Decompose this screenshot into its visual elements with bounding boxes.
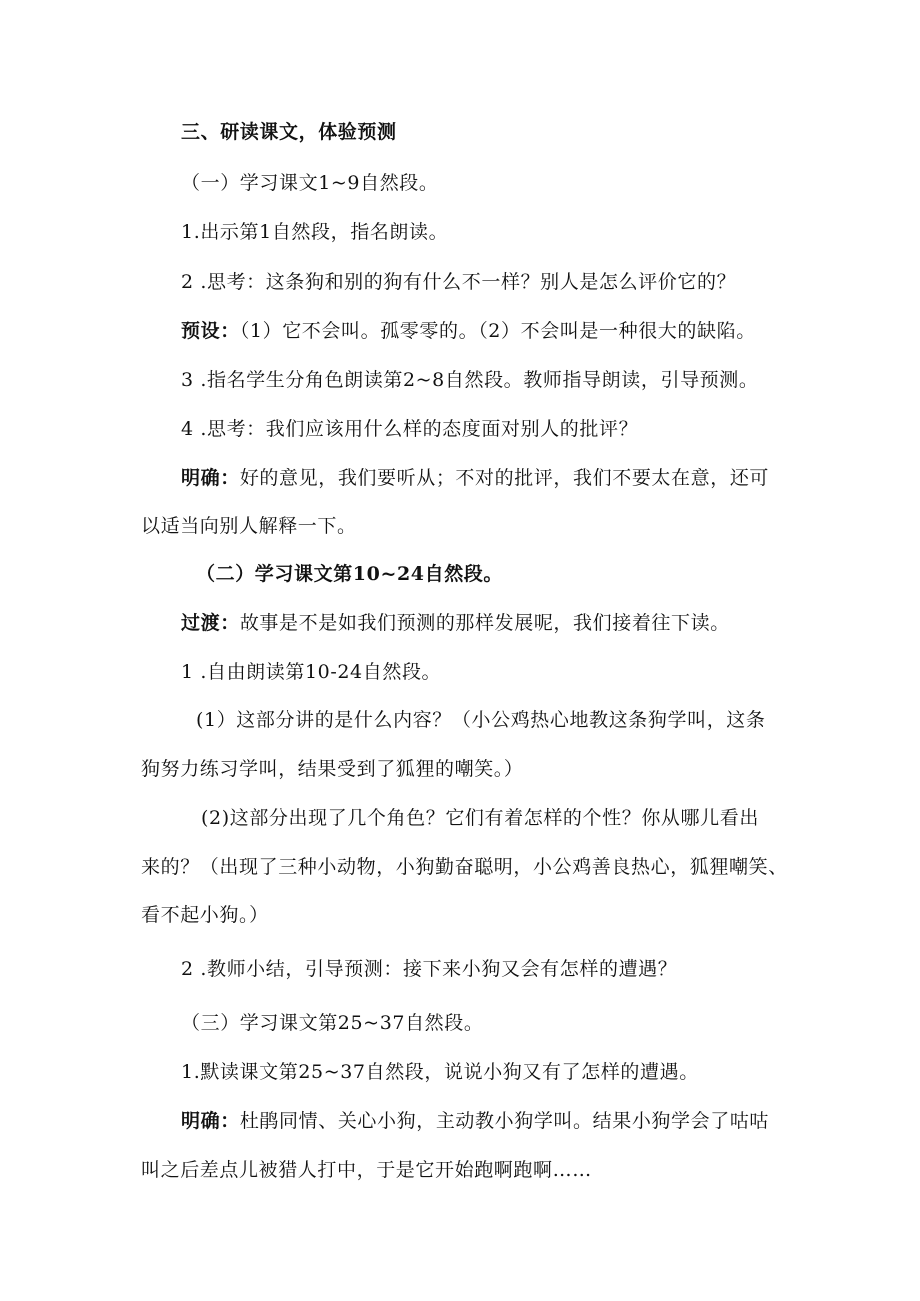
part2-q2-line1: (2)这部分出现了几个角色？它们有着怎样的个性？你从哪儿看出: [201, 807, 759, 829]
part1-clarify-line1: [181, 465, 769, 491]
part1-step4: 4 .思考：我们应该用什么样的态度面对别人的批评？: [181, 418, 639, 440]
part2-q1-line2: 狗努力练习学叫，结果受到了狐狸的嘲笑。）: [141, 758, 524, 780]
part3-title: （三）学习课文第25~37自然段。: [181, 1012, 484, 1034]
part2-step2: 2 .教师小结，引导预测：接下来小狗又会有怎样的遭遇？: [181, 958, 678, 980]
part2-transition: [181, 610, 730, 636]
part3-clarify-line2: 叫之后差点儿被猎人打中，于是它开始跑啊跑啊……: [141, 1159, 592, 1181]
part2-q2-line2: 来的？（出现了三种小动物，小狗勤奋聪明，小公鸡善良热心，狐狸嘲笑、: [141, 856, 788, 878]
part1-title: （一）学习课文1~9自然段。: [181, 172, 439, 194]
part1-step3: 3 .指名学生分角色朗读第2~8自然段。教师指导朗读，引导预测。: [181, 369, 759, 391]
part2-q1-line1: (1）这部分讲的是什么内容？（小公鸡热心地教这条狗学叫，这条: [196, 709, 766, 731]
part1-step1: 1.出示第1自然段，指名朗读。: [181, 221, 449, 243]
clarify-label: 明确：: [181, 1110, 240, 1132]
transition-label: 过渡：: [181, 612, 240, 634]
part1-preset: [181, 318, 756, 344]
clarify-label: 明确：: [181, 467, 240, 489]
part1-clarify-line2: 以适当向别人解释一下。: [141, 515, 357, 537]
preset-text: （1）它不会叫。孤零零的。（2）不会叫是一种很大的缺陷。: [239, 320, 756, 342]
part2-step1: 1 .自由朗读第10-24自然段。: [181, 661, 442, 683]
clarify-text: 杜鹃同情、关心小狗，主动教小狗学叫。结果小狗学会了咕咕: [239, 1110, 770, 1132]
transition-text: 故事是不是如我们预测的那样发展呢，我们接着往下读。: [239, 612, 730, 634]
part3-step1: 1.默读课文第25~37自然段，说说小狗又有了怎样的遭遇。: [181, 1061, 699, 1083]
part1-step2: 2 .思考：这条狗和别的狗有什么不一样？别人是怎么评价它的？: [181, 271, 737, 293]
part2-q2-line3: 看不起小狗。）: [141, 904, 269, 926]
part2-title: （二）学习课文第10~24自然段。: [196, 563, 504, 585]
clarify-text: 好的意见，我们要听从；不对的批评，我们不要太在意，还可: [239, 467, 770, 489]
section-heading: 三、研读课文，体验预测: [181, 121, 397, 143]
preset-label: 预设：: [181, 320, 240, 342]
part3-clarify-line1: [181, 1108, 769, 1134]
